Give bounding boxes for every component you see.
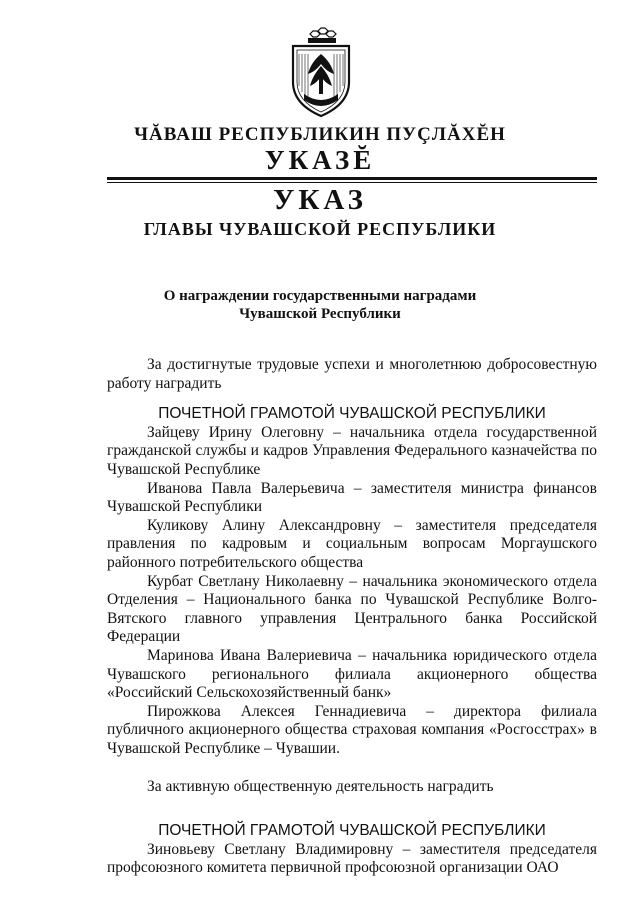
decree-subject-line-1: О награждении государственными наградами xyxy=(163,288,477,304)
award-heading-1: ПОЧЕТНОЙ ГРАМОТОЙ ЧУВАШСКОЙ РЕСПУБЛИКИ xyxy=(158,405,546,423)
recipient-paragraph: Пирожкова Алексея Геннадиевича – директора филиала публичного акционерного общества страховая компания «Росгосстрах» в Чувашской Республике – Чувашии. xyxy=(107,702,597,757)
issuer-line: ГЛАВЫ ЧУВАШСКОЙ РЕСПУБЛИКИ xyxy=(143,219,497,239)
recipient-paragraph: Маринова Ивана Валериевича – начальника юридического отдела Чувашского регионального филиала акционерного общества «Российский Сельскохозяйственный банк» xyxy=(107,646,597,702)
recipient-paragraph: Курбат Светлану Николаевну – начальника экономического отдела Отделения – Национального банка по Чувашской Республике Волго-Вятского главного управления Центрального банка Российской Федерации xyxy=(107,572,597,646)
emblem-icon xyxy=(288,24,354,120)
chuvash-header-line: ЧĂВАШ РЕСПУБЛИКИН ПУÇЛĂХĔН xyxy=(134,124,506,145)
intro-paragraph-1: За достигнутые трудовые успехи и многолетнюю добросовестную работу наградить xyxy=(107,356,597,392)
header-divider-thick xyxy=(107,177,597,180)
recipient-paragraph: Зиновьеву Светлану Владимировну – заместителя председателя профсоюзного комитета первичной профсоюзной организации ОАО xyxy=(107,840,597,877)
decree-subject xyxy=(0,287,640,323)
decree-body xyxy=(107,356,597,878)
chuvash-ukaze-title: УКАЗĔ xyxy=(264,145,376,175)
decree-subject-line-2: Чувашской Республики xyxy=(239,306,401,322)
chuvash-coat-of-arms-emblem xyxy=(288,24,354,120)
award-heading-2: ПОЧЕТНОЙ ГРАМОТОЙ ЧУВАШСКОЙ РЕСПУБЛИКИ xyxy=(158,822,546,840)
intro-paragraph-2: За активную общественную деятельность наградить xyxy=(147,778,494,796)
recipient-paragraph: Зайцеву Ирину Олеговну – начальника отдела государственной гражданской службы и кадров Управления Федерального казначейства по Чувашской Республике xyxy=(107,423,597,478)
recipient-paragraph: Иванова Павла Валерьевича – заместителя министра финансов Чувашской Республики xyxy=(107,479,597,516)
recipient-paragraph: Куликову Алину Александровну – заместителя председателя правления по кадровым и социальным вопросам Моргаушского районного потребительского общества xyxy=(107,516,597,571)
ukaz-title: УКАЗ xyxy=(273,184,367,216)
